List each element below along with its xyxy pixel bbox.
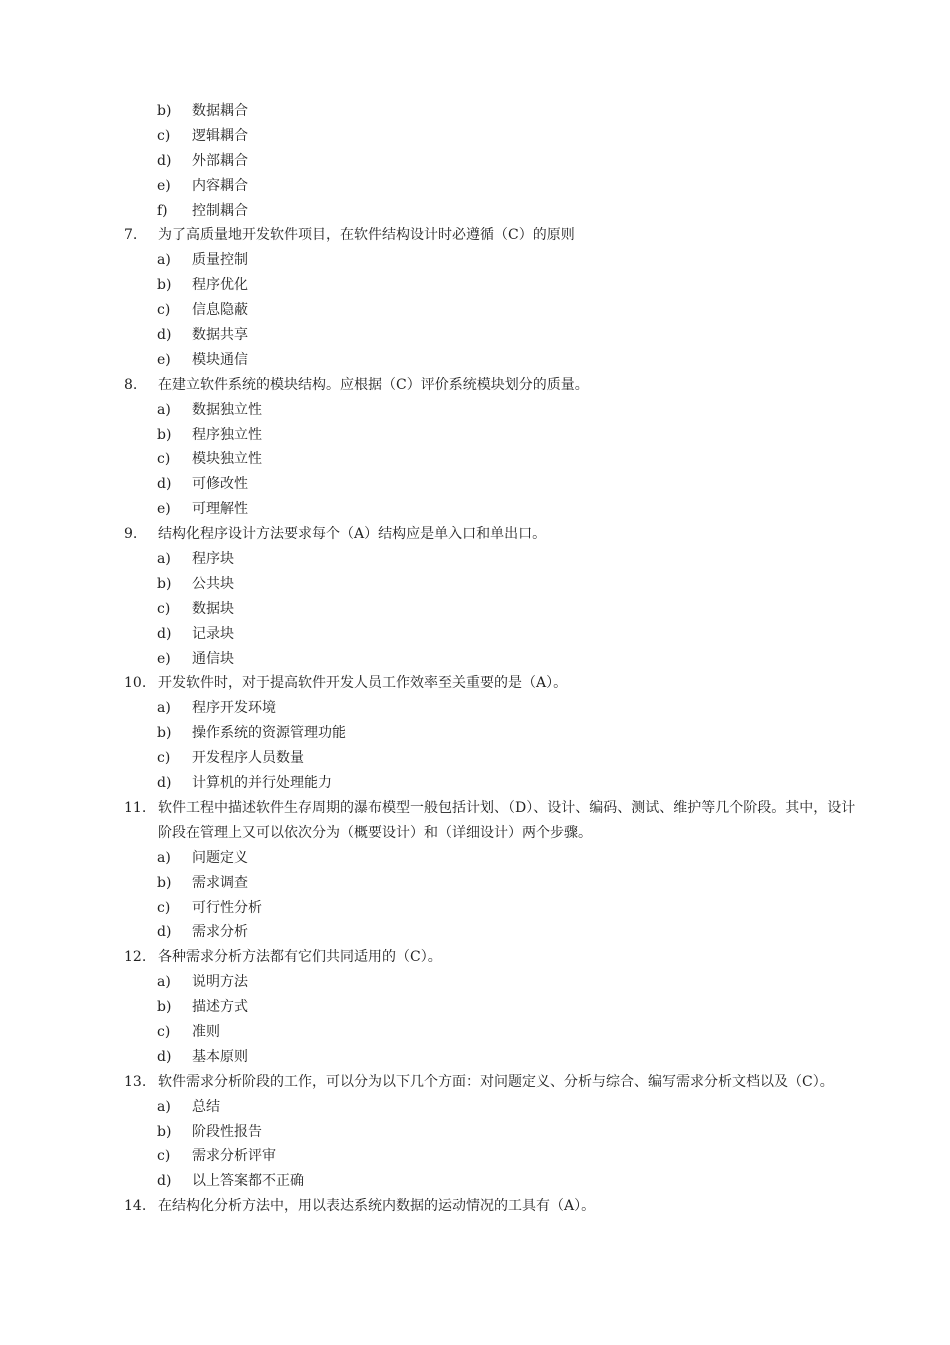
- option-marker: e): [157, 177, 171, 194]
- option-marker: c): [157, 899, 171, 916]
- question-number: 9.: [124, 526, 138, 543]
- question-line: [0, 223, 950, 248]
- question-number: 14.: [124, 1198, 147, 1215]
- option-line: [0, 896, 950, 921]
- option-marker: d): [157, 152, 172, 169]
- question-text: 各种需求分析方法都有它们共同适用的（C）。: [158, 949, 442, 966]
- option-line: [0, 298, 950, 323]
- option-text: 模块通信: [192, 351, 248, 368]
- option-marker: c): [157, 600, 171, 617]
- option-text: 通信块: [192, 650, 234, 667]
- option-text: 程序独立性: [192, 426, 262, 443]
- question-number: 10.: [124, 675, 147, 692]
- option-marker: a): [157, 849, 171, 866]
- option-marker: b): [157, 426, 172, 443]
- option-marker: a): [157, 252, 171, 269]
- question-line: [0, 945, 950, 970]
- option-text: 数据块: [192, 600, 234, 617]
- option-text: 外部耦合: [192, 152, 248, 169]
- option-line: [0, 846, 950, 871]
- option-marker: a): [157, 401, 171, 418]
- option-line: [0, 721, 950, 746]
- question-text: 开发软件时，对于提高软件开发人员工作效率至关重要的是（A）。: [158, 675, 568, 692]
- option-text: 数据独立性: [192, 401, 262, 418]
- option-text: 模块独立性: [192, 451, 262, 468]
- option-text: 说明方法: [192, 974, 248, 991]
- question-line: [0, 373, 950, 398]
- option-marker: d): [157, 1173, 172, 1190]
- option-line: [0, 99, 950, 124]
- option-text: 程序块: [192, 551, 234, 568]
- option-line: [0, 174, 950, 199]
- option-line: [0, 920, 950, 945]
- option-text: 需求分析: [192, 924, 248, 941]
- option-line: [0, 547, 950, 572]
- option-line: [0, 597, 950, 622]
- option-line: [0, 1020, 950, 1045]
- question-text: 为了高质量地开发软件项目，在软件结构设计时必遵循（C）的原则: [158, 227, 575, 244]
- question-number: 8.: [124, 376, 138, 393]
- option-line: [0, 124, 950, 149]
- question-text: 软件工程中描述软件生存周期的瀑布模型一般包括计划、（D）、设计、编码、测试、维护等几个阶段。其中，设计阶段在管理上又可以依次分为（概要设计）和（详细设计）两个步骤。: [158, 799, 856, 841]
- option-marker: e): [157, 501, 171, 518]
- option-text: 可理解性: [192, 501, 248, 518]
- option-text: 信息隐蔽: [192, 302, 248, 319]
- option-marker: b): [157, 874, 172, 891]
- option-marker: e): [157, 351, 171, 368]
- option-line: [0, 348, 950, 373]
- option-text: 计算机的并行处理能力: [192, 775, 332, 792]
- option-line: [0, 572, 950, 597]
- option-marker: e): [157, 650, 171, 667]
- question-number: 13.: [124, 1073, 147, 1090]
- option-marker: b): [157, 999, 172, 1016]
- option-line: [0, 472, 950, 497]
- option-line: [0, 1095, 950, 1120]
- option-text: 总结: [192, 1098, 220, 1115]
- question-line: [0, 796, 950, 846]
- option-marker: d): [157, 625, 172, 642]
- option-marker: b): [157, 725, 172, 742]
- option-text: 操作系统的资源管理功能: [192, 725, 346, 742]
- option-text: 程序开发环境: [192, 700, 276, 717]
- option-line: [0, 273, 950, 298]
- option-text: 问题定义: [192, 849, 248, 866]
- option-text: 数据耦合: [192, 103, 248, 119]
- question-line: [0, 1070, 950, 1095]
- option-line: [0, 423, 950, 448]
- option-text: 质量控制: [192, 252, 248, 269]
- option-marker: d): [157, 327, 172, 344]
- option-line: [0, 1144, 950, 1169]
- option-text: 内容耦合: [192, 177, 248, 194]
- option-marker: b): [157, 103, 172, 119]
- option-marker: d): [157, 1048, 172, 1065]
- option-text: 阶段性报告: [192, 1123, 262, 1140]
- option-text: 以上答案都不正确: [192, 1173, 304, 1190]
- option-marker: d): [157, 775, 172, 792]
- question-line: [0, 671, 950, 696]
- option-marker: a): [157, 1098, 171, 1115]
- option-marker: c): [157, 750, 171, 767]
- option-text: 需求分析评审: [192, 1148, 276, 1165]
- option-text: 程序优化: [192, 277, 248, 294]
- option-line: [0, 1120, 950, 1145]
- option-line: [0, 622, 950, 647]
- option-marker: f): [157, 202, 168, 219]
- option-line: [0, 696, 950, 721]
- option-text: 控制耦合: [192, 202, 248, 219]
- option-line: [0, 1169, 950, 1194]
- option-line: [0, 1045, 950, 1070]
- option-text: 记录块: [192, 625, 234, 642]
- option-marker: a): [157, 551, 171, 568]
- question-text: 在结构化分析方法中，用以表达系统内数据的运动情况的工具有（A）。: [158, 1198, 596, 1215]
- option-line: [0, 149, 950, 174]
- option-marker: d): [157, 924, 172, 941]
- question-number: 7.: [124, 227, 138, 244]
- option-text: 逻辑耦合: [192, 127, 248, 144]
- option-marker: c): [157, 1148, 171, 1165]
- option-text: 可修改性: [192, 476, 248, 493]
- option-line: [0, 497, 950, 522]
- option-line: [0, 398, 950, 423]
- option-line: [0, 248, 950, 273]
- document-body: [0, 99, 950, 1219]
- option-text: 基本原则: [192, 1048, 248, 1065]
- option-line: [0, 746, 950, 771]
- option-text: 描述方式: [192, 999, 248, 1016]
- question-text: 在建立软件系统的模块结构。应根据（C）评价系统模块划分的质量。: [158, 376, 589, 393]
- option-marker: c): [157, 127, 171, 144]
- option-text: 公共块: [192, 575, 234, 592]
- option-line: [0, 871, 950, 896]
- question-number: 12.: [124, 949, 147, 966]
- question-line: [0, 1194, 950, 1219]
- option-marker: c): [157, 1023, 171, 1040]
- option-marker: d): [157, 476, 172, 493]
- option-line: [0, 995, 950, 1020]
- option-text: 可行性分析: [192, 899, 262, 916]
- option-text: 数据共享: [192, 327, 248, 344]
- option-text: 准则: [192, 1023, 220, 1040]
- question-number: 11.: [124, 799, 147, 816]
- option-marker: b): [157, 1123, 172, 1140]
- option-line: [0, 447, 950, 472]
- option-text: 开发程序人员数量: [192, 750, 304, 767]
- question-line: [0, 522, 950, 547]
- question-text: 软件需求分析阶段的工作，可以分为以下几个方面：对问题定义、分析与综合、编写需求分析文档以及（C）。: [158, 1073, 834, 1090]
- option-marker: a): [157, 974, 171, 991]
- option-marker: c): [157, 302, 171, 319]
- option-text: 需求调查: [192, 874, 248, 891]
- option-marker: a): [157, 700, 171, 717]
- option-marker: b): [157, 277, 172, 294]
- option-line: [0, 970, 950, 995]
- option-line: [0, 647, 950, 672]
- option-line: [0, 323, 950, 348]
- option-marker: c): [157, 451, 171, 468]
- option-line: [0, 199, 950, 224]
- question-text: 结构化程序设计方法要求每个（A）结构应是单入口和单出口。: [158, 526, 547, 543]
- option-line: [0, 771, 950, 796]
- option-marker: b): [157, 575, 172, 592]
